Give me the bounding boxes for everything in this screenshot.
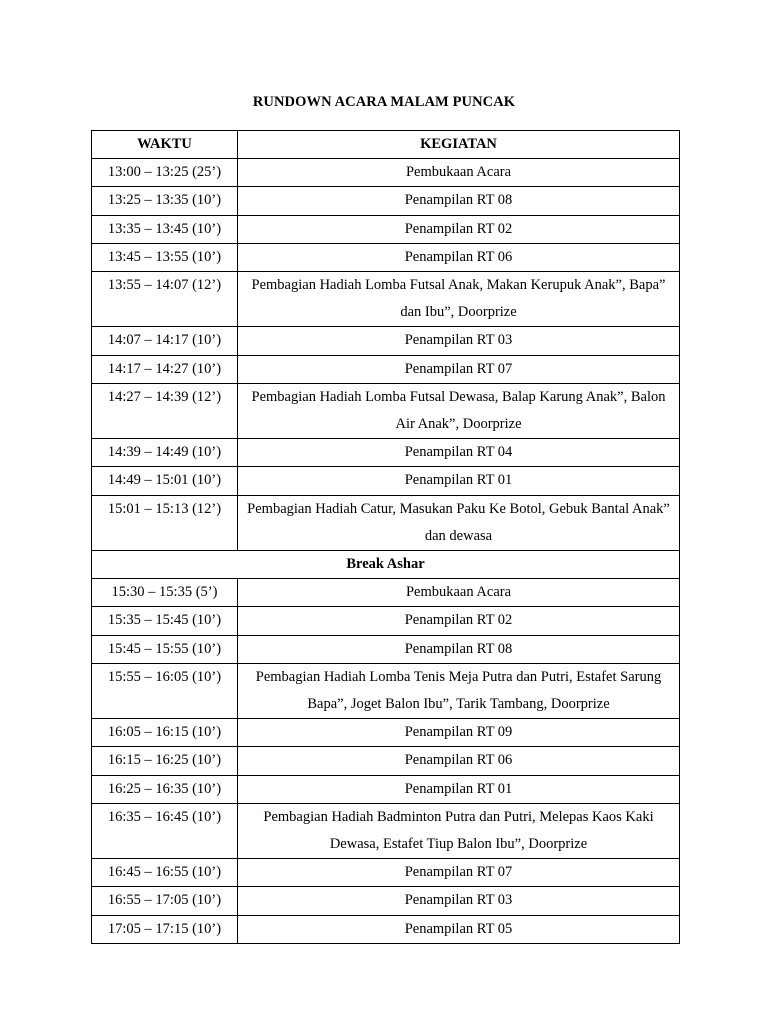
table-row xyxy=(92,159,680,187)
header-row xyxy=(92,131,680,159)
time-cell: 13:00 – 13:25 (25’) xyxy=(92,159,238,187)
table-row xyxy=(92,327,680,355)
table-row xyxy=(92,215,680,243)
activity-cell: Penampilan RT 03 xyxy=(238,327,680,355)
break-label: Break Ashar xyxy=(92,551,680,579)
activity-cell: Penampilan RT 09 xyxy=(238,719,680,747)
time-cell: 17:05 – 17:15 (10’) xyxy=(92,915,238,943)
time-cell: 16:55 – 17:05 (10’) xyxy=(92,887,238,915)
activity-cell: Penampilan RT 06 xyxy=(238,747,680,775)
time-cell: 14:27 – 14:39 (12’) xyxy=(92,383,238,438)
time-cell: 13:45 – 13:55 (10’) xyxy=(92,243,238,271)
activity-cell: Pembagian Hadiah Lomba Futsal Dewasa, Balap Karung Anak”, Balon Air Anak”, Doorprize xyxy=(238,383,680,438)
activity-cell: Pembukaan Acara xyxy=(238,159,680,187)
table-row xyxy=(92,915,680,943)
time-cell: 13:55 – 14:07 (12’) xyxy=(92,272,238,327)
table-header xyxy=(92,131,680,159)
activity-cell: Pembagian Hadiah Lomba Tenis Meja Putra dan Putri, Estafet Sarung Bapa”, Joget Balon Ibu”, Tarik Tambang, Doorprize xyxy=(238,663,680,718)
page-title: RUNDOWN ACARA MALAM PUNCAK xyxy=(252,94,516,110)
activity-cell: Pembukaan Acara xyxy=(238,579,680,607)
activity-cell: Penampilan RT 08 xyxy=(238,187,680,215)
activity-cell: Penampilan RT 07 xyxy=(238,859,680,887)
time-cell: 15:35 – 15:45 (10’) xyxy=(92,607,238,635)
table-row xyxy=(92,663,680,718)
table-row xyxy=(92,747,680,775)
header-waktu: WAKTU xyxy=(92,131,238,159)
table-row xyxy=(92,383,680,438)
activity-cell: Penampilan RT 03 xyxy=(238,887,680,915)
activity-cell: Pembagian Hadiah Lomba Futsal Anak, Makan Kerupuk Anak”, Bapa” dan Ibu”, Doorprize xyxy=(238,272,680,327)
activity-cell: Penampilan RT 08 xyxy=(238,635,680,663)
activity-cell: Pembagian Hadiah Badminton Putra dan Putri, Melepas Kaos Kaki Dewasa, Estafet Tiup Balon Ibu”, Doorprize xyxy=(238,803,680,858)
table-row xyxy=(92,579,680,607)
table-row xyxy=(92,607,680,635)
table-row xyxy=(92,243,680,271)
break-row xyxy=(92,551,680,579)
time-cell: 14:07 – 14:17 (10’) xyxy=(92,327,238,355)
time-cell: 15:30 – 15:35 (5’) xyxy=(92,579,238,607)
rundown-table xyxy=(91,130,680,944)
table-row xyxy=(92,355,680,383)
time-cell: 15:45 – 15:55 (10’) xyxy=(92,635,238,663)
time-cell: 16:05 – 16:15 (10’) xyxy=(92,719,238,747)
activity-cell: Penampilan RT 04 xyxy=(238,439,680,467)
table-row xyxy=(92,803,680,858)
table-row xyxy=(92,467,680,495)
activity-cell: Penampilan RT 02 xyxy=(238,607,680,635)
time-cell: 15:01 – 15:13 (12’) xyxy=(92,495,238,550)
table-row xyxy=(92,439,680,467)
activity-cell: Penampilan RT 05 xyxy=(238,915,680,943)
time-cell: 14:39 – 14:49 (10’) xyxy=(92,439,238,467)
time-cell: 14:49 – 15:01 (10’) xyxy=(92,467,238,495)
activity-cell: Penampilan RT 02 xyxy=(238,215,680,243)
activity-cell: Penampilan RT 01 xyxy=(238,775,680,803)
activity-cell: Penampilan RT 01 xyxy=(238,467,680,495)
header-kegiatan: KEGIATAN xyxy=(238,131,680,159)
time-cell: 13:35 – 13:45 (10’) xyxy=(92,215,238,243)
table-row xyxy=(92,859,680,887)
time-cell: 15:55 – 16:05 (10’) xyxy=(92,663,238,718)
activity-cell: Penampilan RT 07 xyxy=(238,355,680,383)
table-row xyxy=(92,495,680,550)
table-row xyxy=(92,187,680,215)
time-cell: 16:15 – 16:25 (10’) xyxy=(92,747,238,775)
table-row xyxy=(92,719,680,747)
time-cell: 16:25 – 16:35 (10’) xyxy=(92,775,238,803)
time-cell: 16:35 – 16:45 (10’) xyxy=(92,803,238,858)
time-cell: 13:25 – 13:35 (10’) xyxy=(92,187,238,215)
time-cell: 14:17 – 14:27 (10’) xyxy=(92,355,238,383)
activity-cell: Penampilan RT 06 xyxy=(238,243,680,271)
table-row xyxy=(92,272,680,327)
table-body xyxy=(92,159,680,944)
table-row xyxy=(92,635,680,663)
table-row xyxy=(92,887,680,915)
time-cell: 16:45 – 16:55 (10’) xyxy=(92,859,238,887)
activity-cell: Pembagian Hadiah Catur, Masukan Paku Ke Botol, Gebuk Bantal Anak” dan dewasa xyxy=(238,495,680,550)
table-row xyxy=(92,775,680,803)
